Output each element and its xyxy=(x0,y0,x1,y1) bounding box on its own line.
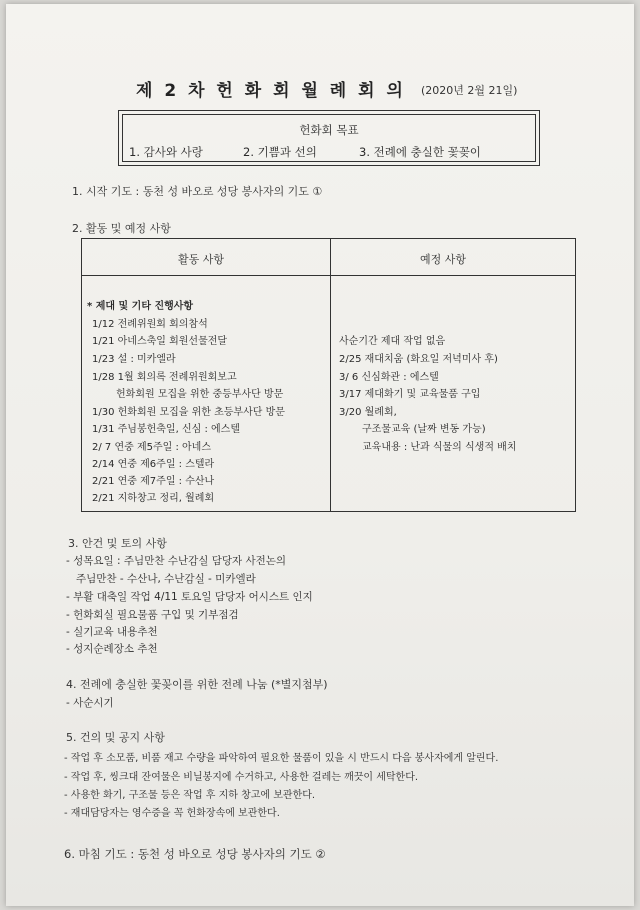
activity-item: 2/14 연중 제6주일 : 스텔라 xyxy=(92,459,215,470)
page-title: 제 2 차 헌 화 회 월 례 회 의 xyxy=(136,81,406,101)
goal-item: 1. 감사와 사랑 xyxy=(129,145,203,159)
notice-item: - 재대담당자는 영수증을 꼭 헌화장속에 보관한다. xyxy=(64,808,280,819)
activity-item: 1/31 주님봉헌축일, 신심 : 에스텔 xyxy=(92,424,240,435)
agenda-item: - 성목요일 : 주님만찬 수난감실 담당자 사전논의 xyxy=(66,555,287,567)
notice-item: - 사용한 화기, 구조물 등은 작업 후 지하 창고에 보관한다. xyxy=(64,790,316,801)
section-5-heading: 5. 건의 및 공지 사항 xyxy=(66,731,165,744)
activity-item: 2/ 7 연중 제5주일 : 아네스 xyxy=(92,442,211,453)
document-page xyxy=(6,4,634,906)
table-divider xyxy=(330,239,331,511)
notice-item: - 작업 후 소모품, 비품 재고 수량을 파악하여 필요한 물품이 있을 시 반드시 다음 봉사자에게 알린다. xyxy=(64,753,499,764)
activities-table xyxy=(81,238,576,512)
activity-item: 2/21 지하창고 정리, 월례회 xyxy=(92,493,215,504)
goal-item: 3. 전례에 충실한 꽃꽂이 xyxy=(359,145,481,159)
activity-item: 1/23 설 : 미카엘라 xyxy=(92,354,176,365)
activity-item: 1/30 헌화회원 모집을 위한 초등부사단 방문 xyxy=(92,407,285,418)
meeting-date: (2020년 2월 21일) xyxy=(421,84,518,97)
column-header-activities: 활동 사항 xyxy=(178,253,225,266)
goals-box xyxy=(118,110,540,166)
activity-item: 1/28 1월 회의록 전례위원회보고 xyxy=(92,372,237,383)
column-header-planned: 예정 사항 xyxy=(420,253,467,266)
section-2-heading: 2. 활동 및 예정 사항 xyxy=(72,222,171,235)
agenda-item: - 성지순례장소 추천 xyxy=(66,643,158,655)
agenda-item: - 실기교육 내용추천 xyxy=(66,626,158,638)
goals-title: 헌화회 목표 xyxy=(299,123,359,137)
notice-item: - 작업 후, 씽크대 잔여물은 비닐봉지에 수거하고, 사용한 걸레는 깨끗이 세탁한다. xyxy=(64,772,419,783)
planned-item: 구조물교육 (날짜 변동 가능) xyxy=(362,424,486,435)
planned-item: 2/25 재대치움 (화요일 저녁미사 후) xyxy=(339,354,498,365)
planned-item: 사순기간 제대 작업 없음 xyxy=(339,336,446,347)
section-6-closing-prayer: 6. 마침 기도 : 동천 성 바오로 성당 봉사자의 기도 ② xyxy=(64,847,326,861)
planned-item: 3/ 6 신심화관 : 에스텔 xyxy=(339,372,439,383)
table-header-row xyxy=(82,239,575,276)
activity-item: 헌화회원 모집을 위한 중등부사단 방문 xyxy=(116,389,284,400)
section-1-opening-prayer: 1. 시작 기도 : 동천 성 바오로 성당 봉사자의 기도 ① xyxy=(72,185,323,198)
goal-item: 2. 기쁨과 선의 xyxy=(243,145,317,159)
section-3-heading: 3. 안건 및 토의 사항 xyxy=(68,537,167,550)
planned-item: 교육내용 : 난과 식물의 식생적 배치 xyxy=(362,442,517,453)
activity-item: 2/21 연중 제7주일 : 수산나 xyxy=(92,476,215,487)
goals-box-inner xyxy=(122,114,536,162)
activity-item: 1/21 아네스축일 회원선물전달 xyxy=(92,336,228,347)
agenda-item: - 부활 대축일 작업 4/11 토요일 담당자 어시스트 인지 xyxy=(66,591,313,603)
planned-item: 3/17 제대화기 및 교육물품 구입 xyxy=(339,389,481,400)
planned-item: 3/20 월례회, xyxy=(339,407,397,418)
activities-subheading: * 제대 및 기타 진행사항 xyxy=(87,301,194,312)
activity-item: 1/12 전례위원회 회의참석 xyxy=(92,319,208,330)
agenda-item: - 헌화회실 필요물품 구입 및 기부점검 xyxy=(66,609,239,621)
agenda-item: 주님만찬 - 수산나, 수난감실 - 미카엘라 xyxy=(76,573,256,585)
section-4-heading: 4. 전례에 충실한 꽃꽂이를 위한 전례 나눔 (*별지첨부) xyxy=(66,678,328,691)
liturgy-item: - 사순시기 xyxy=(66,697,114,709)
